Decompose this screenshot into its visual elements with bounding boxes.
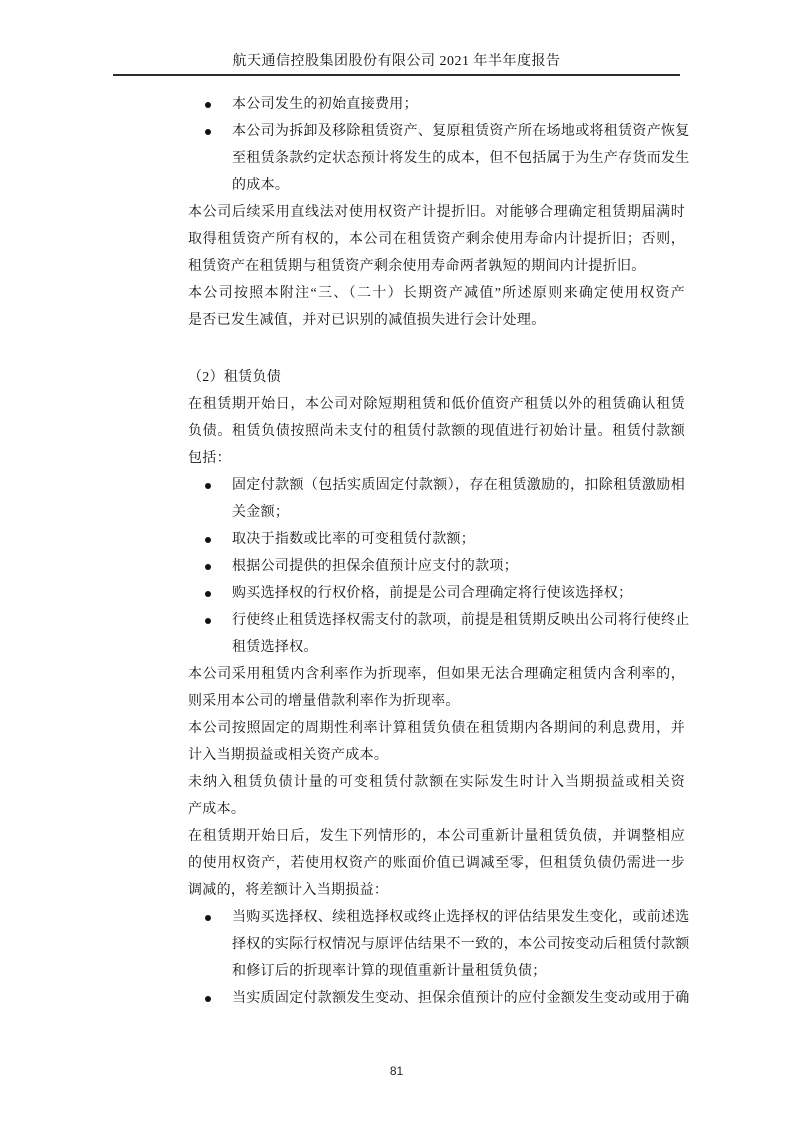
text-line: 本公司按照固定的周期性利率计算租赁负债在租赁期内各期间的利息费用，并 <box>188 721 685 736</box>
text-line: 取决于指数或比率的可变租赁付款额； <box>232 532 476 547</box>
paragraph <box>188 391 685 472</box>
text-line: 固定付款额（包括实质固定付款额），存在租赁激励的，扣除租赁激励相 <box>232 478 685 493</box>
bullet-item <box>188 553 685 580</box>
text-line: 购买选择权的行权价格，前提是公司合理确定将行使该选择权； <box>232 586 633 601</box>
text-line: 则采用本公司的增量借款利率作为折现率。 <box>188 694 460 709</box>
bullet-icon <box>205 564 211 570</box>
text-line: 调减的，将差额计入当期损益： <box>188 883 389 898</box>
paragraph <box>188 661 685 715</box>
page-number: 81 <box>389 1064 404 1078</box>
text-line: 本公司发生的初始直接费用； <box>232 97 418 112</box>
text-line: 未纳入租赁负债计量的可变租赁付款额在实际发生时计入当期损益或相关资 <box>188 775 685 790</box>
bullet-item <box>188 91 685 118</box>
text-line: 本公司按照本附注“三、（二十）长期资产减值”所述原则来确定使用权资产 <box>188 286 685 301</box>
text-line: 当购买选择权、续租选择权或终止选择权的评估结果发生变化，或前述选 <box>232 910 690 925</box>
text-line: 当实质固定付款额发生变动、担保余值预计的应付金额发生变动或用于确 <box>232 991 690 1006</box>
bullet-item <box>188 607 690 661</box>
bullet-icon <box>205 591 211 597</box>
text-line: 在租赁期开始日后，发生下列情形的，本公司重新计量租赁负债，并调整相应 <box>188 829 685 844</box>
bullet-item <box>188 526 685 553</box>
bullet-item <box>188 580 685 607</box>
paragraph <box>188 199 685 280</box>
text-line: 租赁选择权。 <box>232 640 318 655</box>
text-line: 择权的实际行权情况与原评估结果不一致的，本公司按变动后租赁付款额 <box>232 937 690 952</box>
text-line: 租赁资产在租赁期与租赁资产剩余使用寿命两者孰短的期间内计提折旧。 <box>188 259 646 274</box>
text-line: 是否已发生减值，并对已识别的减值损失进行会计处理。 <box>188 313 546 328</box>
bullet-icon <box>205 102 211 108</box>
bullet-icon <box>205 915 211 921</box>
bullet-icon <box>205 996 211 1002</box>
text-line: 计入当期损益或相关资产成本。 <box>188 748 389 763</box>
text-line: （2）租赁负债 <box>188 370 282 385</box>
text-line: 包括： <box>188 451 231 466</box>
text-line: 本公司采用租赁内含利率作为折现率，但如果无法合理确定租赁内含利率的， <box>188 667 685 682</box>
bullet-item <box>188 118 690 199</box>
bullet-icon <box>205 483 211 489</box>
paragraph <box>188 823 685 904</box>
text-line: 的成本。 <box>232 178 290 193</box>
text-line: 行使终止租赁选择权需支付的款项，前提是租赁期反映出公司将行使终止 <box>232 613 690 628</box>
text-line: 在租赁期开始日，本公司对除短期租赁和低价值资产租赁以外的租赁确认租赁 <box>188 397 685 412</box>
paragraph <box>188 715 685 769</box>
text-line: 本公司后续采用直线法对使用权资产计提折旧。对能够合理确定租赁期届满时 <box>188 205 685 220</box>
text-line: 关金额； <box>232 505 290 520</box>
paragraph <box>188 280 685 334</box>
bullet-item <box>188 985 690 1012</box>
bullet-item <box>188 472 685 526</box>
report-header-title: 航天通信控股集团股份有限公司 2021 年半年度报告 <box>232 54 561 69</box>
text-line: 负债。租赁负债按照尚未支付的租赁付款额的现值进行初始计量。租赁付款额 <box>188 424 685 439</box>
text-line: 根据公司提供的担保余值预计应支付的款项； <box>232 559 518 574</box>
text-line: 和修订后的折现率计算的现值重新计量租赁负债； <box>232 964 547 979</box>
text-line: 产成本。 <box>188 802 246 817</box>
text-line: 的使用权资产，若使用权资产的账面价值已调减至零，但租赁负债仍需进一步 <box>188 856 685 871</box>
bullet-icon <box>205 129 211 135</box>
bullet-icon <box>205 537 211 543</box>
bullet-icon <box>205 618 211 624</box>
content <box>188 91 690 1012</box>
text-line: 本公司为拆卸及移除租赁资产、复原租赁资产所在场地或将租赁资产恢复 <box>232 124 690 139</box>
section-heading <box>188 364 685 391</box>
bullet-item <box>188 904 690 985</box>
text-line: 至租赁条款约定状态预计将发生的成本，但不包括属于为生产存货而发生 <box>232 151 690 166</box>
text-line: 取得租赁资产所有权的，本公司在租赁资产剩余使用寿命内计提折旧；否则， <box>188 232 685 247</box>
paragraph <box>188 769 685 823</box>
header-rule <box>113 74 680 76</box>
